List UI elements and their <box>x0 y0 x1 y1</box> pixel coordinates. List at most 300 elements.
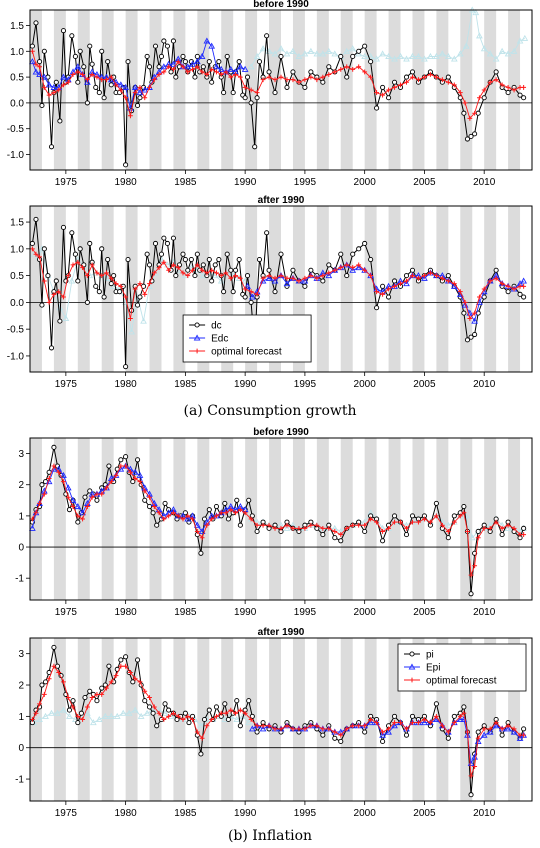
point-pi <box>404 733 408 737</box>
point-dc <box>253 145 257 149</box>
point-dc <box>58 319 62 323</box>
point-dc <box>145 54 149 58</box>
point-pi <box>226 717 230 721</box>
year-band <box>317 206 329 372</box>
point-dc <box>237 60 241 64</box>
point-dc <box>135 103 139 107</box>
y-tick-label: 1.5 <box>10 217 24 229</box>
legend <box>398 644 526 691</box>
point-dc <box>222 290 226 294</box>
point-pi <box>76 520 80 524</box>
point-pi <box>321 532 325 536</box>
point-pi <box>199 752 203 756</box>
point-dc <box>189 257 193 261</box>
point-pi <box>79 711 83 715</box>
legend-label: optimal forecast <box>426 675 497 687</box>
x-tick-label: 1995 <box>293 379 317 390</box>
point-dc <box>309 70 313 74</box>
point-dc <box>159 54 163 58</box>
y-tick-label: 2 <box>18 680 24 692</box>
point-pi <box>135 458 139 462</box>
year-band <box>293 638 305 801</box>
year-band <box>365 10 377 170</box>
point-pi <box>410 714 414 718</box>
point-dc <box>357 49 361 53</box>
point-dc <box>339 54 343 58</box>
y-tick-label: 3 <box>18 649 24 661</box>
y-tick-label: 1.5 <box>10 20 24 32</box>
point-dc <box>249 101 253 105</box>
point-pi <box>434 501 438 505</box>
point-dc <box>245 75 249 79</box>
point-pi <box>500 733 504 737</box>
point-dc <box>162 39 166 43</box>
point-dc <box>124 365 128 369</box>
x-tick-label: 2005 <box>413 379 436 390</box>
point-optimal-forecast <box>47 93 52 98</box>
year-band <box>173 10 185 170</box>
point-pi <box>119 658 123 662</box>
point-pi <box>476 529 480 533</box>
year-band <box>102 638 114 801</box>
point-dc <box>165 241 169 245</box>
point-dc <box>233 268 237 272</box>
point-dc <box>76 80 80 84</box>
year-band <box>436 206 448 372</box>
point-dc <box>78 247 82 251</box>
point-dc <box>363 241 367 245</box>
point-dc <box>171 39 175 43</box>
point-pi <box>522 526 526 530</box>
point-dc <box>82 65 86 69</box>
point-dc <box>70 231 74 235</box>
point-pi <box>52 445 56 449</box>
point-dc <box>249 300 253 304</box>
y-tick-label: 0.5 <box>10 271 24 283</box>
point-dc <box>265 34 269 38</box>
point-dc <box>207 257 211 261</box>
point-optimal-forecast <box>238 75 243 80</box>
point-pi <box>462 705 466 709</box>
legend-label: pi <box>426 649 434 661</box>
y-tick-label: -0.5 <box>6 324 24 336</box>
point-dc <box>255 96 259 100</box>
legend <box>183 315 311 362</box>
point-dc <box>213 263 217 267</box>
point-dc <box>88 241 92 245</box>
year-band <box>54 438 66 600</box>
point-dc <box>40 303 44 307</box>
point-pi <box>321 733 325 737</box>
year-band <box>341 438 353 600</box>
x-tick-label: 1980 <box>114 379 137 390</box>
point-dc <box>195 54 199 58</box>
point-dc <box>285 284 289 288</box>
point-dc <box>273 90 277 94</box>
point-dc <box>165 44 169 48</box>
point-dc <box>159 252 163 256</box>
point-dc <box>303 284 307 288</box>
legend-marker <box>410 652 414 656</box>
year-band <box>30 10 42 170</box>
point-pi <box>333 536 337 540</box>
x-tick-label: 2000 <box>353 607 376 618</box>
x-tick-label: 2010 <box>473 379 496 390</box>
panel-consumption-before-1990 <box>7 0 532 188</box>
point-pi <box>119 458 123 462</box>
point-pi <box>163 501 167 505</box>
point-pi <box>95 498 99 502</box>
y-tick-label: 3 <box>18 449 24 461</box>
point-dc <box>34 217 38 221</box>
point-dc <box>100 247 104 251</box>
point-dc <box>73 252 77 256</box>
point-dc <box>482 96 486 100</box>
x-tick-label: 1990 <box>234 607 257 618</box>
point-dc <box>494 70 498 74</box>
legend-label: optimal forecast <box>211 346 282 358</box>
panel-title: before 1990 <box>253 427 309 438</box>
x-tick-label: 1985 <box>174 808 197 819</box>
x-tick-label: 1975 <box>54 177 77 188</box>
point-dc <box>201 263 205 267</box>
point-dc <box>237 257 241 261</box>
point-dc <box>473 132 477 136</box>
point-dc <box>267 268 271 272</box>
point-pi <box>392 514 396 518</box>
point-pi <box>124 655 128 659</box>
point-dc <box>404 274 408 278</box>
point-pi <box>214 504 218 508</box>
point-pi <box>151 511 155 515</box>
point-dc <box>49 346 53 350</box>
point-pi <box>167 708 171 712</box>
point-pi <box>207 708 211 712</box>
point-pi <box>187 721 191 725</box>
point-dc <box>147 65 151 69</box>
point-dc <box>195 252 199 256</box>
point-dc <box>446 75 450 79</box>
point-dc <box>61 29 65 33</box>
point-pi <box>147 705 151 709</box>
point-dc <box>462 311 466 315</box>
point-optimal-forecast <box>477 95 482 100</box>
point-pi <box>434 702 438 706</box>
point-edc <box>521 278 526 283</box>
year-band <box>269 638 281 801</box>
point-dc <box>229 268 233 272</box>
point-dc <box>135 303 139 307</box>
y-tick-label: 0.0 <box>10 297 24 309</box>
point-dc <box>345 274 349 278</box>
x-tick-label: 2010 <box>473 607 496 618</box>
point-dc <box>285 85 289 89</box>
point-pi <box>223 501 227 505</box>
y-tick-label: 0 <box>18 542 24 554</box>
point-pi <box>469 793 473 797</box>
point-pi <box>131 480 135 484</box>
point-pi <box>500 532 504 536</box>
x-tick-label: 2010 <box>473 177 496 188</box>
y-tick-label: -1.0 <box>6 150 24 162</box>
point-pi <box>207 508 211 512</box>
point-dc <box>210 279 214 283</box>
point-dc <box>303 85 307 89</box>
point-dc <box>193 274 197 278</box>
point-dc <box>257 60 261 64</box>
point-pi <box>83 495 87 499</box>
point-dc <box>85 101 89 105</box>
point-pi <box>363 529 367 533</box>
point-dc <box>327 65 331 69</box>
point-dc <box>102 96 106 100</box>
point-dc <box>410 70 414 74</box>
point-dc <box>404 75 408 79</box>
panel-title: after 1990 <box>257 195 305 206</box>
point-pi <box>404 532 408 536</box>
point-pi <box>100 686 104 690</box>
point-dc <box>46 274 50 278</box>
point-dc <box>100 49 104 53</box>
y-tick-label: 1 <box>18 511 24 523</box>
point-pi <box>131 680 135 684</box>
point-pi <box>247 699 251 703</box>
point-dc <box>147 263 151 267</box>
point-pi <box>452 714 456 718</box>
y-tick-label: -1 <box>15 573 24 585</box>
point-dc <box>42 247 46 251</box>
point-dc <box>49 145 53 149</box>
point-dc <box>54 80 58 84</box>
point-dc <box>112 274 116 278</box>
point-pi <box>462 504 466 508</box>
x-tick-label: 1990 <box>234 808 257 819</box>
panel-title: before 1990 <box>253 0 309 10</box>
point-dc <box>181 252 185 256</box>
year-band <box>126 438 138 600</box>
y-tick-label: 0.0 <box>10 98 24 110</box>
point-optimal-forecast <box>521 85 526 90</box>
point-pi <box>255 529 259 533</box>
point-pi <box>143 498 147 502</box>
year-band <box>30 206 42 372</box>
point-dc <box>245 274 249 278</box>
point-pi <box>202 717 206 721</box>
x-tick-label: 2010 <box>473 808 496 819</box>
caption-inflation: (b) Inflation <box>227 828 313 844</box>
point-pi <box>380 739 384 743</box>
point-dc <box>42 49 46 53</box>
x-tick-label: 1985 <box>174 177 197 188</box>
point-dc <box>78 49 82 53</box>
point-dc <box>109 282 113 286</box>
y-tick-label: 1.0 <box>10 244 24 256</box>
x-tick-label: 2000 <box>353 808 376 819</box>
point-dc <box>462 111 466 115</box>
point-optimal-forecast <box>142 95 147 100</box>
point-dc <box>174 274 178 278</box>
point-pi <box>333 736 337 740</box>
panel-inflation-before-1990 <box>15 427 532 618</box>
point-dc <box>126 60 130 64</box>
point-dc <box>291 268 295 272</box>
point-dc <box>321 80 325 84</box>
point-dc <box>54 279 58 283</box>
point-edc-shown-faded <box>522 36 527 41</box>
point-dc <box>183 257 187 261</box>
point-dc <box>369 60 373 64</box>
legend-label: Edc <box>211 333 229 345</box>
x-tick-label: 1980 <box>114 177 137 188</box>
point-dc <box>473 332 477 336</box>
x-tick-label: 1985 <box>174 607 197 618</box>
point-dc <box>97 290 101 294</box>
point-pi <box>151 711 155 715</box>
point-pi <box>392 714 396 718</box>
point-pi <box>226 517 230 521</box>
point-pi <box>363 730 367 734</box>
point-dc <box>506 290 510 294</box>
x-tick-label: 1985 <box>174 379 197 390</box>
point-dc <box>309 268 313 272</box>
point-dc <box>351 252 355 256</box>
point-dc <box>193 75 197 79</box>
point-dc <box>257 257 261 261</box>
point-dc <box>267 70 271 74</box>
point-dc <box>339 252 343 256</box>
point-dc <box>273 290 277 294</box>
point-pi <box>40 683 44 687</box>
point-dc <box>109 83 113 87</box>
point-dc <box>181 54 185 58</box>
year-band <box>412 10 424 170</box>
point-dc <box>73 54 77 58</box>
point-dc <box>345 75 349 79</box>
point-pi <box>452 514 456 518</box>
point-dc <box>380 284 384 288</box>
point-dc <box>138 295 142 299</box>
year-band <box>341 638 353 801</box>
point-dc <box>210 80 214 84</box>
point-dc <box>506 90 510 94</box>
x-tick-label: 1980 <box>114 607 137 618</box>
point-dc <box>138 96 142 100</box>
point-pi <box>40 483 44 487</box>
point-dc <box>61 225 65 229</box>
point-pi <box>155 724 159 728</box>
point-optimal-forecast <box>42 692 47 697</box>
year-band <box>293 438 305 600</box>
point-dc <box>357 247 361 251</box>
point-pi <box>67 708 71 712</box>
point-pi <box>476 730 480 734</box>
point-dc <box>153 241 157 245</box>
point-dc <box>225 54 229 58</box>
point-dc <box>88 44 92 48</box>
point-pi <box>247 498 251 502</box>
x-tick-label: 2000 <box>353 177 376 188</box>
point-pi <box>135 658 139 662</box>
point-dc <box>522 295 526 299</box>
point-pi <box>155 523 159 527</box>
point-pi <box>52 645 56 649</box>
point-pi <box>380 539 384 543</box>
point-dc <box>410 268 414 272</box>
point-optimal-forecast <box>47 300 52 305</box>
y-tick-label: 1 <box>18 711 24 723</box>
year-band <box>317 638 329 801</box>
year-band <box>317 10 329 170</box>
point-pi <box>88 689 92 693</box>
point-dc <box>157 65 161 69</box>
point-pi <box>83 695 87 699</box>
year-band <box>341 206 353 372</box>
year-band <box>341 10 353 170</box>
x-tick-label: 1990 <box>234 177 257 188</box>
year-band <box>197 10 209 170</box>
point-dc <box>386 96 390 100</box>
point-pi <box>214 705 218 709</box>
point-dc <box>58 119 62 123</box>
x-tick-label: 1990 <box>234 379 257 390</box>
point-pi <box>469 592 473 596</box>
year-band <box>460 10 472 170</box>
year-band <box>126 638 138 801</box>
point-pi <box>67 508 71 512</box>
point-pi <box>255 730 259 734</box>
point-dc <box>169 70 173 74</box>
point-dc <box>446 274 450 278</box>
point-pi <box>238 523 242 527</box>
point-pi <box>107 664 111 668</box>
point-optimal-forecast <box>71 263 76 268</box>
point-pi <box>235 498 239 502</box>
point-dc <box>279 54 283 58</box>
point-pi <box>223 702 227 706</box>
point-dc <box>124 163 128 167</box>
point-dc <box>183 60 187 64</box>
x-tick-label: 1975 <box>54 808 77 819</box>
point-dc <box>76 279 80 283</box>
point-dc <box>392 80 396 84</box>
year-band <box>508 438 520 600</box>
point-dc <box>217 257 221 261</box>
point-pi <box>235 699 239 703</box>
point-dc <box>225 252 229 256</box>
point-dc <box>126 257 130 261</box>
point-pi <box>446 736 450 740</box>
point-dc <box>34 21 38 25</box>
y-tick-label: -1.0 <box>6 351 24 363</box>
point-dc <box>102 295 106 299</box>
point-dc <box>369 257 373 261</box>
panel-inflation-after-1990 <box>15 627 532 819</box>
point-dc <box>37 60 41 64</box>
point-pi <box>76 721 80 725</box>
point-dc <box>386 295 390 299</box>
x-tick-label: 1995 <box>293 177 317 188</box>
year-band <box>102 438 114 600</box>
point-pi <box>71 699 75 703</box>
point-dc <box>279 252 283 256</box>
x-tick-label: 1995 <box>293 607 317 618</box>
point-pi <box>522 727 526 731</box>
point-pi <box>163 702 167 706</box>
point-dc <box>106 257 110 261</box>
point-dc <box>40 103 44 107</box>
point-dc <box>97 90 101 94</box>
panel-consumption-after-1990 <box>7 195 532 390</box>
